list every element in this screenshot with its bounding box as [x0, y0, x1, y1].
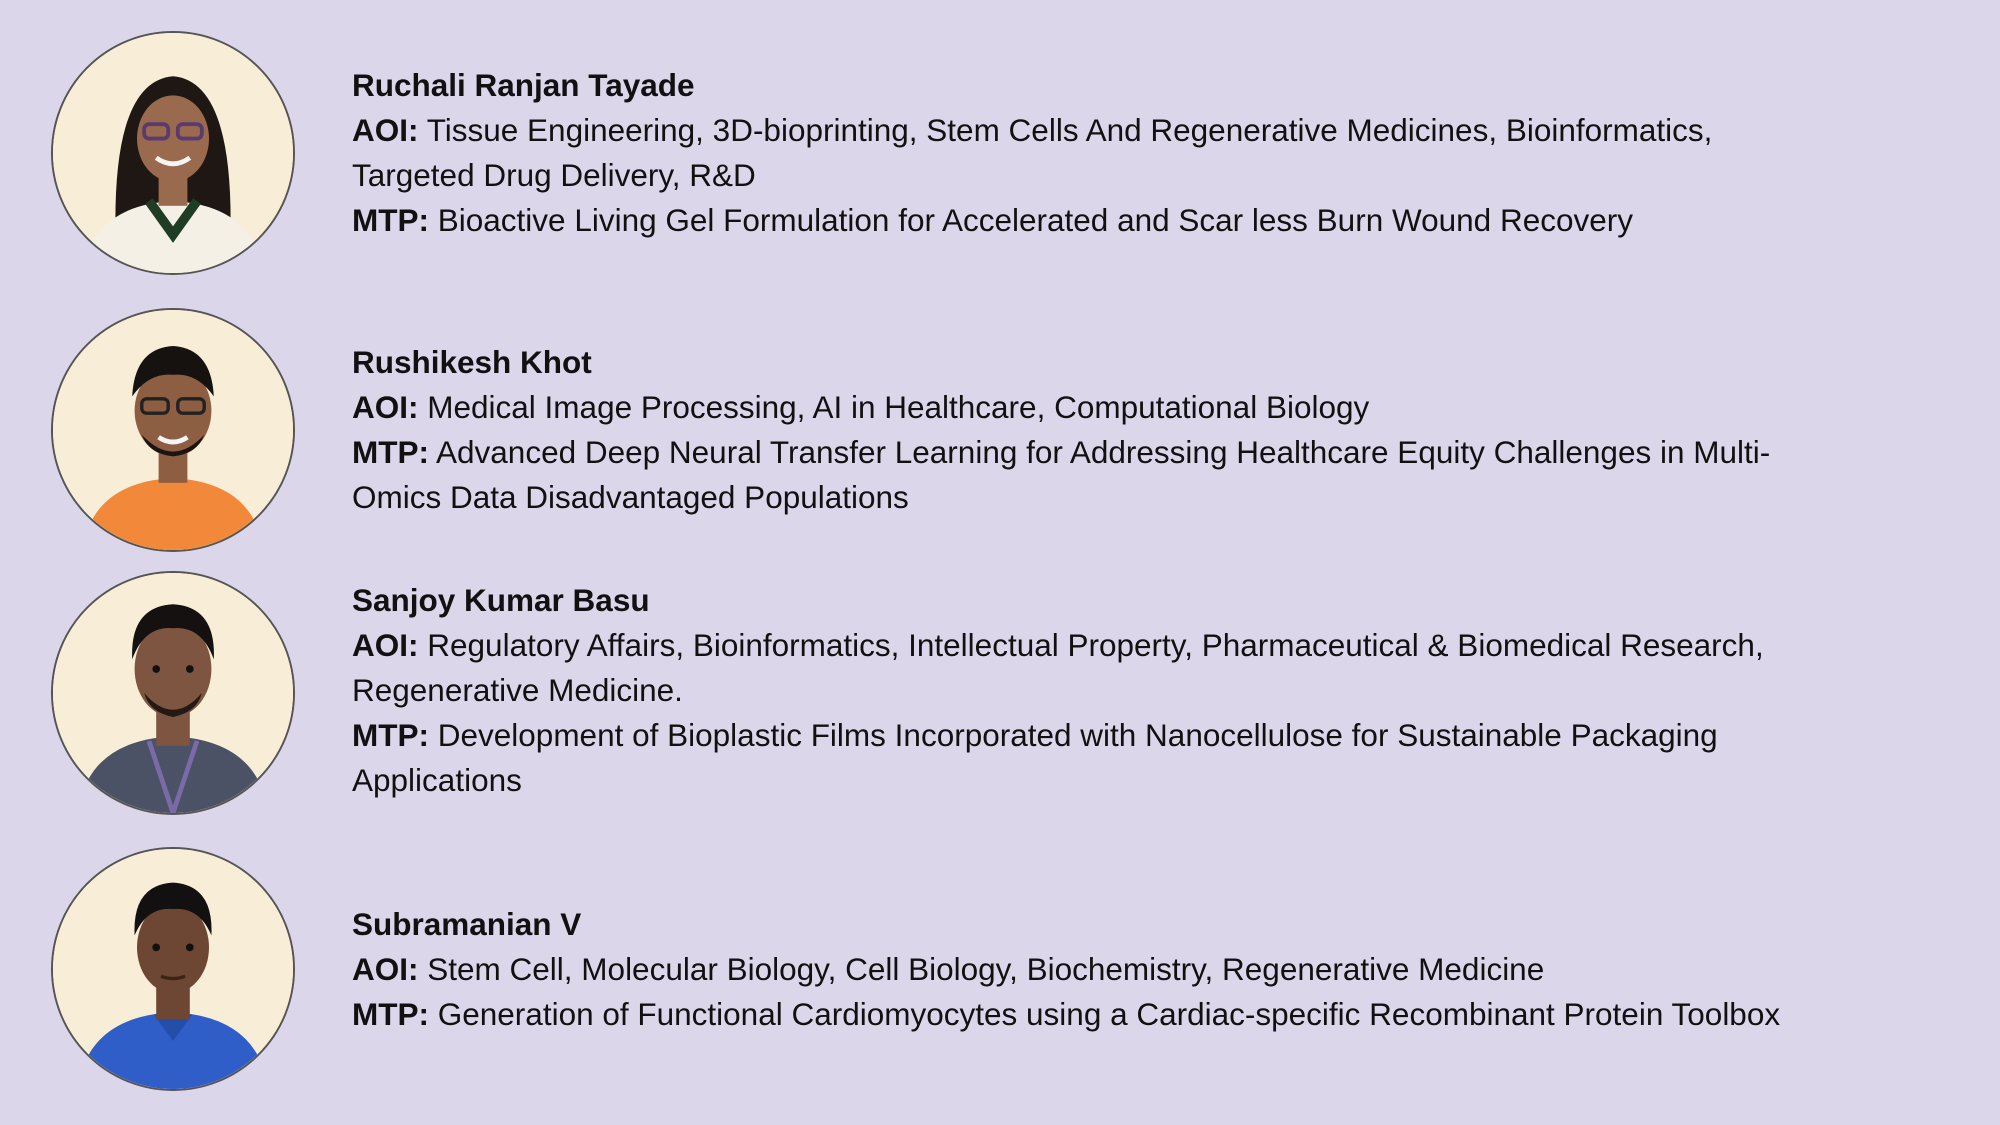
aoi-label: AOI:: [352, 951, 419, 987]
mtp-text-continued: Omics Data Disadvantaged Populations: [352, 479, 909, 515]
mtp-label: MTP:: [352, 996, 429, 1032]
person-icon: [53, 849, 293, 1089]
profile-name: Sanjoy Kumar Basu: [352, 582, 650, 618]
profile-photo: [51, 847, 295, 1091]
mtp-text: Development of Bioplastic Films Incorporated with Nanocellulose for Sustainable Packaging: [437, 717, 1718, 753]
mtp-line: [352, 198, 1952, 243]
mtp-line: [352, 713, 1952, 758]
profile-name: Rushikesh Khot: [352, 344, 592, 380]
aoi-text: Tissue Engineering, 3D-bioprinting, Stem Cells And Regenerative Medicines, Bioinformatics,: [426, 112, 1713, 148]
aoi-text-continued: Targeted Drug Delivery, R&D: [352, 157, 756, 193]
aoi-line: [352, 108, 1952, 153]
profile-name: Ruchali Ranjan Tayade: [352, 67, 695, 103]
aoi-line: [352, 623, 1952, 668]
person-icon: [53, 310, 293, 550]
mtp-label: MTP:: [352, 202, 429, 238]
profile-name: Subramanian V: [352, 906, 582, 942]
person-icon: [53, 573, 293, 813]
mtp-line: [352, 992, 1952, 1037]
profile-photo: [51, 308, 295, 552]
mtp-line: [352, 430, 1952, 475]
aoi-text-continued: Regenerative Medicine.: [352, 672, 683, 708]
aoi-label: AOI:: [352, 627, 419, 663]
mtp-text-continued: Applications: [352, 762, 522, 798]
mtp-text: Advanced Deep Neural Transfer Learning for Addressing Healthcare Equity Challenges in Multi-: [436, 434, 1771, 470]
mtp-label: MTP:: [352, 434, 429, 470]
aoi-label: AOI:: [352, 112, 419, 148]
aoi-text: Medical Image Processing, AI in Healthcare, Computational Biology: [427, 389, 1370, 425]
aoi-text: Stem Cell, Molecular Biology, Cell Biology, Biochemistry, Regenerative Medicine: [427, 951, 1545, 987]
aoi-label: AOI:: [352, 389, 419, 425]
aoi-text: Regulatory Affairs, Bioinformatics, Intellectual Property, Pharmaceutical & Biomedical Research,: [427, 627, 1764, 663]
aoi-line: [352, 947, 1952, 992]
profile-photo: [51, 31, 295, 275]
profile-photo: [51, 571, 295, 815]
person-icon: [53, 33, 293, 273]
mtp-text: Bioactive Living Gel Formulation for Accelerated and Scar less Burn Wound Recovery: [437, 202, 1633, 238]
aoi-line: [352, 385, 1952, 430]
mtp-text: Generation of Functional Cardiomyocytes using a Cardiac-specific Recombinant Protein Toolbox: [437, 996, 1781, 1032]
mtp-label: MTP:: [352, 717, 429, 753]
